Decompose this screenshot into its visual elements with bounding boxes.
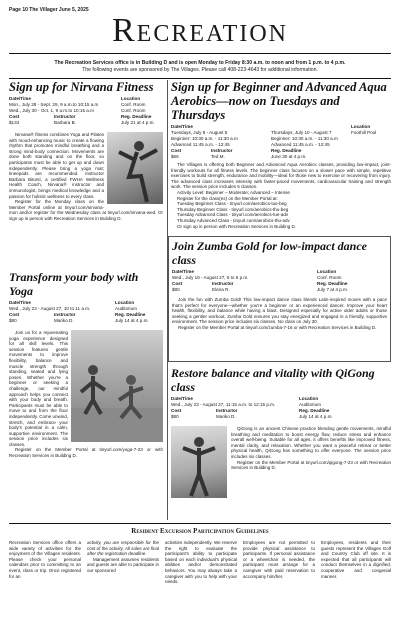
- nirvana-date-header: Date/Time: [9, 96, 31, 101]
- aqua-tue-advanced: Advanced 11:45 a.m. - 12:45: [171, 142, 230, 147]
- aqua-cost: $66: [171, 154, 179, 159]
- guidelines-col-2b: Management assumes residents and guests are able to participate in our sponsored: [87, 556, 159, 573]
- qigong-instructor-header: Instructor: [216, 408, 238, 413]
- nirvana-cost: $134: [9, 120, 20, 125]
- guidelines-heading-text: Resident Excursion Participation Guidelines: [131, 527, 269, 535]
- aqua-deadline-header: Reg. Deadline: [271, 148, 302, 153]
- qigong-article: [171, 366, 391, 500]
- qigong-date-header: Date/Time: [171, 396, 193, 401]
- nirvana-info: [9, 96, 163, 132]
- intro-line-1: The Recreation Services office is in Building D and is open Monday to Friday 8:30 a.m. to noon and from 1 p.m. to 4 p.m.: [54, 60, 346, 66]
- zumba-location: Conf. Room: [317, 275, 342, 280]
- nirvana-cost-header: Cost: [9, 114, 20, 119]
- guidelines-col-3: activities independently. We reserve the right to evaluate the participant's ability to participate based on each individual's physical abilities and/or demonstrated behaviors. You may always take a caregiver with you to help with your needs.: [165, 540, 237, 585]
- guidelines-col-5: Employees, residents and their guests represent the Villages Golf and Country Club off site. It is expected that all participants will conduct themselves in a dignified, cooperative and congenial manner.: [321, 540, 391, 579]
- page-folio: Page 10 The Villager June 5, 2025: [9, 7, 89, 13]
- aqua-cost-header: Cost: [171, 148, 182, 153]
- aqua-line: Tuesday Beginner Class - tinyurl.com/aerobics-tue-beg: [177, 201, 287, 207]
- aqua-body: [171, 162, 391, 229]
- aqua-location-header: Location: [351, 124, 371, 129]
- qigong-deadline-header: Reg. Deadline: [299, 408, 330, 413]
- yoga-paragraph-2: Register on the Member Portal at tinyurl.com/yoga-7-23 or with Recreation Services in Building D.: [9, 447, 163, 459]
- aqua-line: Thursday Beginner Class - tinyurl.com/aerobics-thu-beg: [177, 206, 289, 212]
- nirvana-location-2: Conf. Room: [121, 108, 146, 113]
- yoga-cost-header: Cost: [9, 312, 20, 317]
- nirvana-article: [9, 80, 163, 222]
- guidelines-col-4: Employees are not permitted to provide physical assistance to participants. If personal assistance or a wheelchair is needed, the participant must arrange for a caregiver with paid reservation to accompany him/her.: [243, 540, 315, 579]
- yoga-deadline-header: Reg. Deadline: [115, 312, 146, 317]
- guidelines-col-2a: [87, 540, 159, 557]
- aqua-line: Tuesday Advanced Class - tinyurl.com/aerobics-tue-adv: [177, 212, 289, 218]
- aqua-register-lines: [171, 190, 391, 229]
- guidelines-heading: [9, 527, 391, 535]
- aqua-line: Thursday Advanced Class - tinyurl.com/aerobics-thu-adv: [177, 217, 290, 223]
- zumba-instructor-header: Instructor: [212, 281, 234, 286]
- zumba-cost-header: Cost: [172, 281, 183, 286]
- qigong-date: Wed., July 23 - August 27, 11:15 a.m. to 12:15 p.m.: [171, 402, 276, 407]
- aqua-thu-beginner: Beginner: 10:30 a.m. - 11:30 a.m: [271, 136, 338, 141]
- nirvana-paragraph-1: Nirvana® fitness combines Yoga and Pilates with mood-enhancing music to create a flowing rhythm that promotes mindful breathing and a strong mind-body connection. Movements are done both standing and on the floor, so participants must be able to get up and down independently. Please bring a yoga mat; kneepads are recommended. Instructor Barbara Bitonti, a certified FWHA Wellness Health Coach, Nirvana® instructor and immunologist, brings medical knowledge and a passion for holistic wellness to every class.: [9, 132, 104, 199]
- yoga-instructor-header: Instructor: [54, 312, 76, 317]
- yoga-instructor: Mariko D.: [54, 318, 74, 323]
- guidelines-col-1: Recreation Services office offers a wide variety of activities for the enjoyment of the Villages residents. Please check your personal calendars prior to committing to an event, class or trip. Once registered for an: [9, 540, 81, 579]
- zumba-deadline: July 7 at 4 p.m.: [317, 287, 349, 292]
- aqua-location: Foothill Pool: [351, 130, 377, 135]
- zumba-article: [168, 236, 391, 362]
- aqua-date-header: Date/Time: [171, 124, 193, 129]
- yoga-deadline: July 14 at 4 p.m.: [115, 318, 149, 323]
- aqua-paragraph: The Villages is offering both Beginner and Advanced Aqua Aerobics classes, providing low-impact, joint-friendly workouts for all fitness levels. The beginner class focuses on a slower pace with simple, repetitive exercises to build strength, endurance and mobility—ideal for those new to exercise or recovering from injury. The advanced class increases intensity with faster-paced movements, cardiovascular training and strength work. The session price includes 5 classes.: [171, 162, 391, 190]
- nirvana-photo: [107, 132, 163, 204]
- qigong-body: [171, 426, 391, 471]
- yoga-photo: [71, 330, 163, 442]
- nirvana-deadline-header: Reg. Deadline: [121, 114, 152, 119]
- yoga-article: [9, 270, 163, 459]
- qigong-paragraph-2: Register on the Member Portal at tinyurl.com/qigong-7-23 or with Recreation Services in Building D.: [231, 459, 391, 471]
- yoga-heading: Transform your body with Yoga: [9, 270, 139, 298]
- zumba-location-header: Location: [317, 269, 337, 274]
- intro-line-2: The following events are sponsored by The Villages. Please call 408-223-4643 for additional information.: [82, 67, 318, 73]
- aqua-instructor-header: Instructor: [211, 148, 233, 153]
- nirvana-location-1: Conf. Room: [121, 102, 146, 107]
- aqua-info: [171, 124, 391, 160]
- nirvana-heading: Sign up for Nirvana Fitness: [9, 80, 154, 94]
- zumba-instructor: Elena R.: [212, 287, 230, 292]
- nirvana-deadline: July 21 at 4 p.m.: [121, 120, 155, 125]
- guidelines-sales-note: activity, you are responsible for the cost of the activity. All sales are final after the registration deadline.: [87, 540, 159, 557]
- qigong-instructor: Mariko D.: [216, 414, 236, 419]
- qigong-photo: [171, 426, 227, 498]
- aqua-article: [171, 80, 391, 229]
- aqua-line: Register for the class(es) on the Member Portal at:: [177, 195, 278, 201]
- yoga-class-image: [71, 330, 163, 442]
- qigong-cost-header: Cost: [171, 408, 182, 413]
- top-rule: [9, 53, 391, 54]
- nirvana-date-1: Mon., July 28 - Sept. 29, 9 a.m.to 10:15 a.m: [9, 102, 99, 107]
- guidelines-rule: [9, 523, 391, 524]
- nirvana-location-header: Location: [121, 96, 141, 101]
- yoga-location: Auditorium: [115, 306, 137, 311]
- yoga-cost: $80: [9, 318, 17, 323]
- aqua-instructor: Ted M.: [211, 154, 225, 159]
- qigong-location: Auditorium: [299, 402, 321, 407]
- aqua-thu-dates: Thursdays, July 10 - August 7: [271, 130, 332, 135]
- nirvana-instructor-header: Instructor: [54, 114, 76, 119]
- zumba-heading: Join Zumba Gold for low-impact dance class: [172, 239, 367, 267]
- yoga-info: [9, 300, 163, 330]
- yoga-date: Wed., July 23 - August 27, 10 to 11 a.m.: [9, 306, 91, 311]
- aqua-line: Or sign up in person with Recreation Services in Building D.: [177, 223, 297, 229]
- zumba-paragraph-2: Register on the Member Portal at tinyurl.com/zumba-7-16 or with Recreation Services in Building D.: [178, 324, 377, 330]
- qigong-location-header: Location: [299, 396, 319, 401]
- yoga-date-header: Date/Time: [9, 300, 31, 305]
- qigong-pose-image: [171, 426, 227, 498]
- qigong-info: [171, 396, 391, 426]
- qigong-cost: $80: [171, 414, 179, 419]
- nirvana-paragraph-2: Register for the Monday class on the Member Portal online at tinyurl.com/nirvana-mon and/or register for the Wednesday class at tinyurl.com/nirvana-wed. Or sign up in person with Recreation Services in Building D.: [9, 199, 163, 221]
- section-masthead: Recreation: [111, 12, 288, 49]
- intro-block: [9, 60, 391, 74]
- aqua-thu-advanced: Advanced 11:45 a.m. - 12:45: [271, 142, 330, 147]
- zumba-date: Wed., July 16 - August 27, 5 to 6 p.m.: [172, 275, 249, 280]
- yoga-paragraph-1: Join us for a rejuvenating yoga experience designed for all skill levels. This session features gentle movements to improve flexibility, balance and muscle strength through standing, seated and lying poses. Whether you're a beginner or seeking a challenge, our mindful approach helps you connect with your body and breath. Participants must be able to move to and from the floor independently. Come unwind, stretch, and embrace your body's potential in a calm, supportive environment. The session price includes six classes.: [9, 330, 68, 447]
- stretch-figure-image: [107, 132, 163, 204]
- aqua-tue-beginner: Beginner: 10:30 a.m. - 11:30 a.m: [171, 136, 238, 141]
- nirvana-instructor: Barbara B.: [54, 120, 76, 125]
- nirvana-date-2: Wed., July 30 - Oct. 1, 9 a.m.to 10:15 a.m: [9, 108, 94, 113]
- zumba-paragraph-1: Join the fun with Zumba Gold! This low-impact dance class blends Latin-inspired moves with a pace that's perfect for everyone—whether you're a beginner or an experienced dancer. Improve your heart health, flexibility, and balance while having a blast. Designed especially for active older adults or those seeking a gentler workout, Zumba Gold ensures you stay energized and engaged in a friendly, supportive environment. The session price includes six classes. No class on July 30.: [172, 297, 387, 325]
- aqua-line: Activity Level: Beginner – Moderate; Advanced – Intense: [177, 189, 290, 195]
- aqua-tue-dates: Tuesdays, July 8 - August 5: [171, 130, 228, 135]
- guidelines-col-2: [87, 540, 159, 574]
- nirvana-body: [9, 132, 163, 222]
- aqua-deadline: June 30 at 4 p.m.: [271, 154, 307, 159]
- yoga-location-header: Location: [115, 300, 135, 305]
- qigong-paragraph-1: QiGong is an ancient Chinese practice blending gentle movements, mindful breathing and meditation to boost energy flow, reduce stress and enhance overall well-being. Suitable for all ages, it offers benefits like improved fitness, mental clarity, and relaxation. Whether you want a peaceful retreat or better physical health, QiGong has something to offer everyone. The session price includes six classes.: [231, 426, 391, 459]
- aqua-heading: Sign up for Beginner and Advanced Aqua Aerobics—now on Tuesdays and Thursdays: [171, 80, 387, 122]
- zumba-info: [172, 269, 387, 297]
- qigong-heading: Restore balance and vitality with QiGong class: [171, 366, 375, 394]
- zumba-body: [172, 297, 387, 331]
- zumba-deadline-header: Reg. Deadline: [317, 281, 348, 286]
- zumba-date-header: Date/Time: [172, 269, 194, 274]
- yoga-body: [9, 330, 163, 459]
- qigong-deadline: July 14 at 4 p.m.: [299, 414, 333, 419]
- intro-rule: [9, 78, 391, 79]
- zumba-cost: $80: [172, 287, 180, 292]
